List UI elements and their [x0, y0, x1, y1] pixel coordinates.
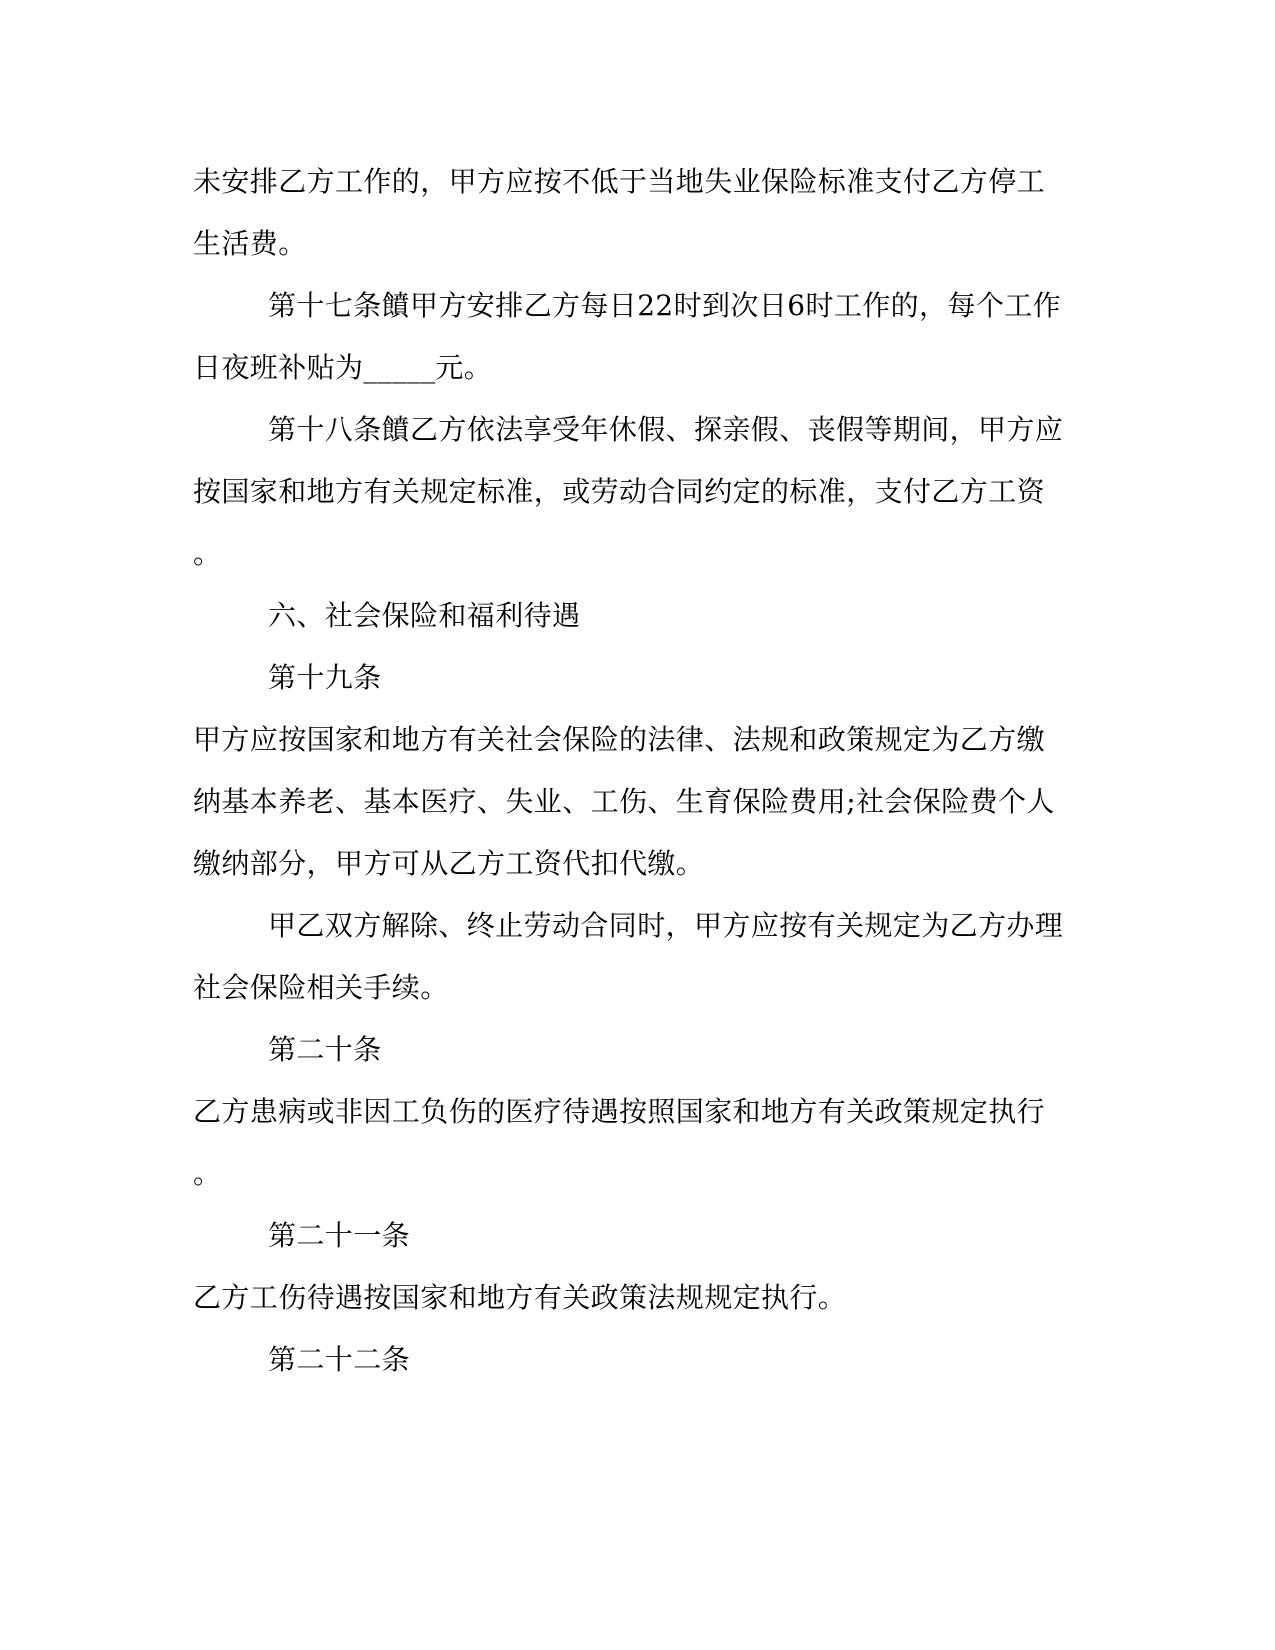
paragraph-line: 甲乙双方解除、终止劳动合同时，甲方应按有关规定为乙方办理	[268, 909, 1064, 942]
text-line: 。	[193, 1157, 222, 1190]
section-heading: 六、社会保险和福利待遇	[268, 599, 581, 632]
article-heading: 第二十条	[268, 1033, 382, 1066]
text-line: 纳基本养老、基本医疗、失业、工伤、生育保险费用;社会保险费个人	[193, 785, 1055, 818]
text-line: 。	[193, 537, 222, 570]
article-heading: 第十九条	[268, 661, 382, 694]
text-line: 甲方应按国家和地方有关社会保险的法律、法规和政策规定为乙方缴	[193, 723, 1046, 756]
text-line: 按国家和地方有关规定标准，或劳动合同约定的标准，支付乙方工资	[193, 475, 1046, 508]
text-line: 乙方患病或非因工负伤的医疗待遇按照国家和地方有关政策规定执行	[193, 1095, 1046, 1128]
article-17-line: 第十七条饙甲方安排乙方每日22时到次日6时工作的，每个工作	[268, 289, 1062, 322]
article-heading: 第二十二条	[268, 1343, 411, 1376]
text-line: 社会保险相关手续。	[193, 971, 449, 1004]
text-line: 未安排乙方工作的，甲方应按不低于当地失业保险标准支付乙方停工	[193, 165, 1046, 198]
article-18-line: 第十八条饙乙方依法享受年休假、探亲假、丧假等期间，甲方应	[268, 413, 1064, 446]
text-line: 生活费。	[193, 227, 307, 260]
text-line: 乙方工伤待遇按国家和地方有关政策法规规定执行。	[193, 1281, 847, 1314]
text-line: 日夜班补贴为_____元。	[193, 351, 493, 384]
text-line: 缴纳部分，甲方可从乙方工资代扣代缴。	[193, 847, 705, 880]
article-heading: 第二十一条	[268, 1219, 411, 1252]
